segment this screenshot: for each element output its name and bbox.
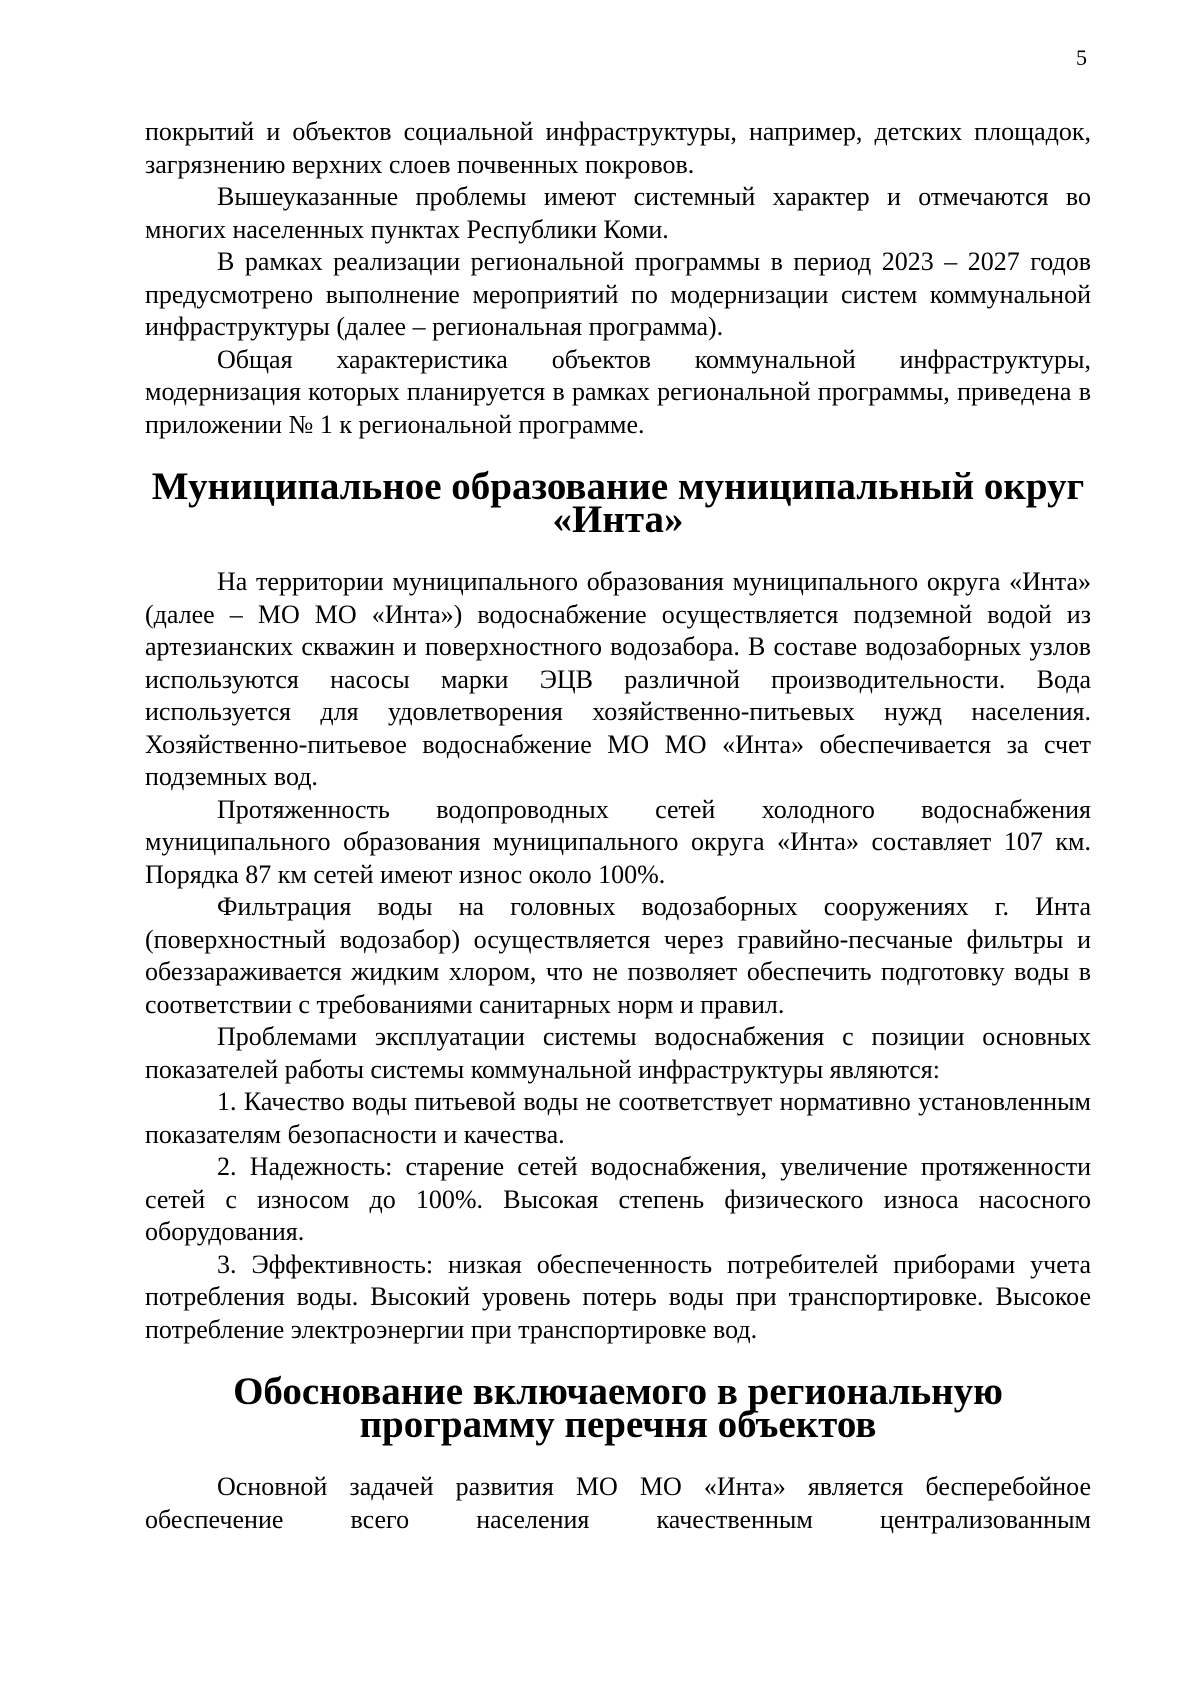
- section-heading: Муниципальное образование муниципальный округ «Инта»: [151, 465, 1085, 541]
- document-body: [145, 116, 1091, 1536]
- paragraph: покрытий и объектов социальной инфраструктуры, например, детских площадок, загрязнению верхних слоев почвенных покровов.: [145, 117, 1091, 179]
- list-item: 3. Эффективность: низкая обеспеченность потребителей приборами учета потребления воды. Высокий уровень потерь воды при транспортировке. Высокое потребление электроэнергии при транспортировке вод.: [145, 1249, 1091, 1344]
- paragraph: Проблемами эксплуатации системы водоснабжения с позиции основных показателей работы системы коммунальной инфраструктуры являются:: [145, 1022, 1091, 1084]
- list-item: 1. Качество воды питьевой воды не соответствует нормативно установленным показателям безопасности и качества.: [145, 1087, 1091, 1149]
- paragraph: На территории муниципального образования муниципального округа «Инта» (далее – МО МО «Инта») водоснабжение осуществляется подземной водой из артезианских скважин и поверхностного водозабора. В составе водозаборных узлов используются насосы марки ЭЦВ различной производительности. Вода используется для удовлетворения хозяйственно-питьевых нужд населения. Хозяйственно-питьевое водоснабжение МО МО «Инта» обеспечивается за счет подземных вод.: [145, 567, 1091, 791]
- page-number: 5: [1076, 45, 1087, 70]
- paragraph: Основной задачей развития МО МО «Инта» является бесперебойное обеспечение всего населения качественным централизованным: [145, 1472, 1091, 1534]
- paragraph: Протяженность водопроводных сетей холодного водоснабжения муниципального образования муниципального округа «Инта» составляет 107 км. Порядка 87 км сетей имеют износ около 100%.: [145, 794, 1091, 889]
- paragraph: Фильтрация воды на головных водозаборных сооружениях г. Инта (поверхностный водозабор) осуществляется через гравийно-песчаные фильтры и обеззараживается жидким хлором, что не позволяет обеспечить подготовку воды в соответствии с требованиями санитарных норм и правил.: [145, 892, 1091, 1019]
- section-heading: Обоснование включаемого в региональную программу перечня объектов: [233, 1370, 1003, 1446]
- paragraph: Вышеуказанные проблемы имеют системный характер и отмечаются во многих населенных пунктах Республики Коми.: [145, 182, 1091, 244]
- list-item: 2. Надежность: старение сетей водоснабжения, увеличение протяженности сетей с износом до 100%. Высокая степень физического износа насосного оборудования.: [145, 1152, 1091, 1246]
- paragraph: В рамках реализации региональной программы в период 2023 – 2027 годов предусмотрено выполнение мероприятий по модернизации систем коммунальной инфраструктуры (далее – региональная программа).: [145, 247, 1091, 341]
- paragraph: Общая характеристика объектов коммунальной инфраструктуры, модернизация которых планируется в рамках региональной программы, приведена в приложении № 1 к региональной программе.: [145, 344, 1091, 439]
